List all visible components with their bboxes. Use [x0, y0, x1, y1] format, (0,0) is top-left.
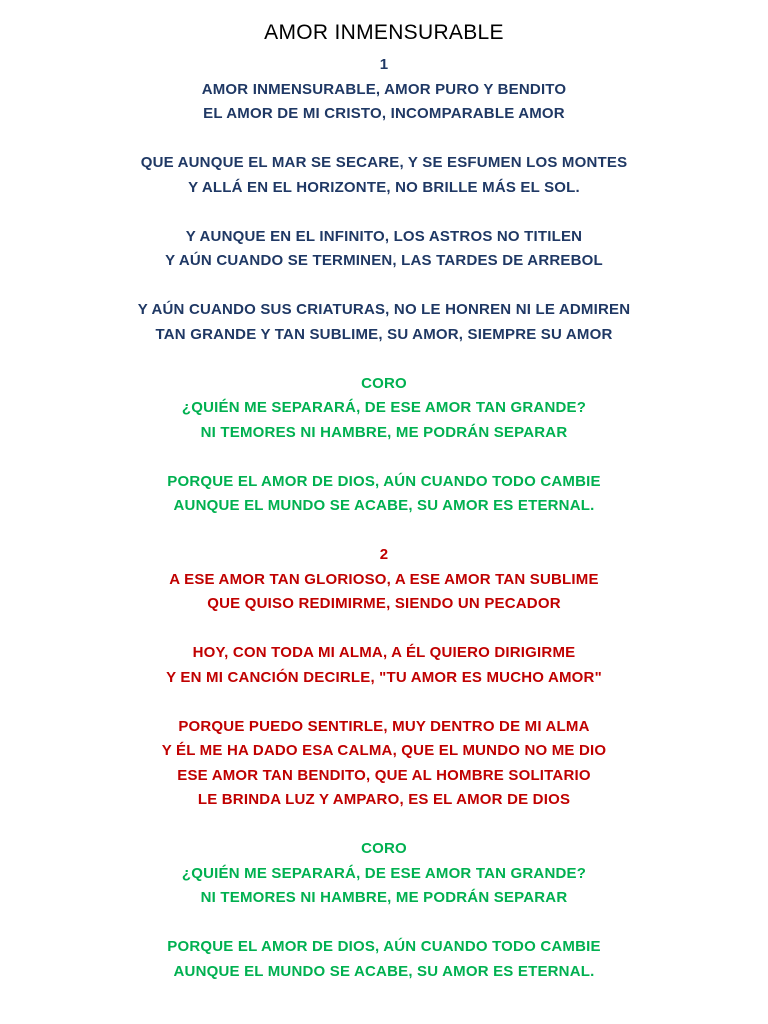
stanza-green — [0, 470, 768, 519]
stanza-red — [0, 715, 768, 813]
stanza-gap — [0, 274, 768, 299]
stanza-blue — [0, 151, 768, 200]
lyric-line: QUE QUISO REDIMIRME, SIENDO UN PECADOR — [207, 595, 561, 612]
lyric-line: ¿QUIÉN ME SEPARARÁ, DE ESE AMOR TAN GRANDE? — [181, 399, 587, 416]
song-body — [0, 53, 768, 984]
lyric-line: PORQUE EL AMOR DE DIOS, AÚN CUANDO TODO CAMBIE — [167, 938, 601, 955]
stanza-gap — [0, 911, 768, 936]
lyric-line: 1 — [379, 56, 389, 73]
stanza-blue — [0, 53, 768, 127]
stanza-red — [0, 543, 768, 617]
lyric-line: NI TEMORES NI HAMBRE, ME PODRÁN SEPARAR — [200, 889, 568, 906]
lyric-line: Y EN MI CANCIÓN DECIRLE, "TU AMOR ES MUCHO AMOR" — [166, 668, 602, 686]
lyric-line: PORQUE PUEDO SENTIRLE, MUY DENTRO DE MI ALMA — [178, 717, 590, 735]
stanza-gap — [0, 445, 768, 470]
lyric-line: ¿QUIÉN ME SEPARARÁ, DE ESE AMOR TAN GRANDE? — [181, 864, 587, 882]
lyric-line: 2 — [379, 546, 389, 563]
lyric-line: AMOR INMENSURABLE, AMOR PURO Y BENDITO — [201, 80, 567, 98]
stanza-blue — [0, 298, 768, 347]
lyric-line: HOY, CON TODA MI ALMA, A ÉL QUIERO DIRIGIRME — [192, 644, 576, 661]
lyric-line: CORO — [361, 374, 407, 392]
lyric-line: CORO — [361, 840, 407, 857]
lyric-line: Y AÚN CUANDO SUS CRIATURAS, NO LE HONREN NI LE ADMIREN — [137, 301, 631, 318]
stanza-green — [0, 372, 768, 446]
lyric-line: Y ÉL ME HA DADO ESA CALMA, QUE EL MUNDO NO ME DIO — [161, 742, 607, 759]
lyric-line: NI TEMORES NI HAMBRE, ME PODRÁN SEPARAR — [200, 423, 568, 441]
lyric-line: AUNQUE EL MUNDO SE ACABE, SU AMOR ES ETERNAL. — [173, 962, 595, 980]
stanza-gap — [0, 347, 768, 372]
lyric-line: Y AUNQUE EN EL INFINITO, LOS ASTROS NO TITILEN — [185, 227, 583, 245]
stanza-green — [0, 837, 768, 911]
lyric-line: ESE AMOR TAN BENDITO, QUE AL HOMBRE SOLITARIO — [177, 766, 591, 784]
lyric-line: PORQUE EL AMOR DE DIOS, AÚN CUANDO TODO CAMBIE — [167, 472, 601, 490]
song-title: AMOR INMENSURABLE — [264, 21, 504, 44]
lyric-line: Y AÚN CUANDO SE TERMINEN, LAS TARDES DE ARREBOL — [165, 252, 603, 269]
stanza-gap — [0, 617, 768, 642]
stanza-gap — [0, 690, 768, 715]
stanza-gap — [0, 127, 768, 152]
stanza-gap — [0, 200, 768, 225]
stanza-gap — [0, 813, 768, 838]
lyric-line: Y ALLÁ EN EL HORIZONTE, NO BRILLE MÁS EL SOL. — [188, 178, 580, 196]
lyric-line: TAN GRANDE Y TAN SUBLIME, SU AMOR, SIEMPRE SU AMOR — [155, 325, 613, 343]
lyric-line: A ESE AMOR TAN GLORIOSO, A ESE AMOR TAN SUBLIME — [169, 570, 599, 588]
lyric-line: LE BRINDA LUZ Y AMPARO, ES EL AMOR DE DIOS — [197, 791, 571, 808]
lyric-line: AUNQUE EL MUNDO SE ACABE, SU AMOR ES ETERNAL. — [173, 497, 595, 514]
stanza-gap — [0, 519, 768, 544]
lyric-line: EL AMOR DE MI CRISTO, INCOMPARABLE AMOR — [203, 105, 565, 122]
stanza-blue — [0, 225, 768, 274]
stanza-green — [0, 935, 768, 984]
stanza-red — [0, 641, 768, 690]
lyric-line: QUE AUNQUE EL MAR SE SECARE, Y SE ESFUMEN LOS MONTES — [140, 154, 628, 171]
